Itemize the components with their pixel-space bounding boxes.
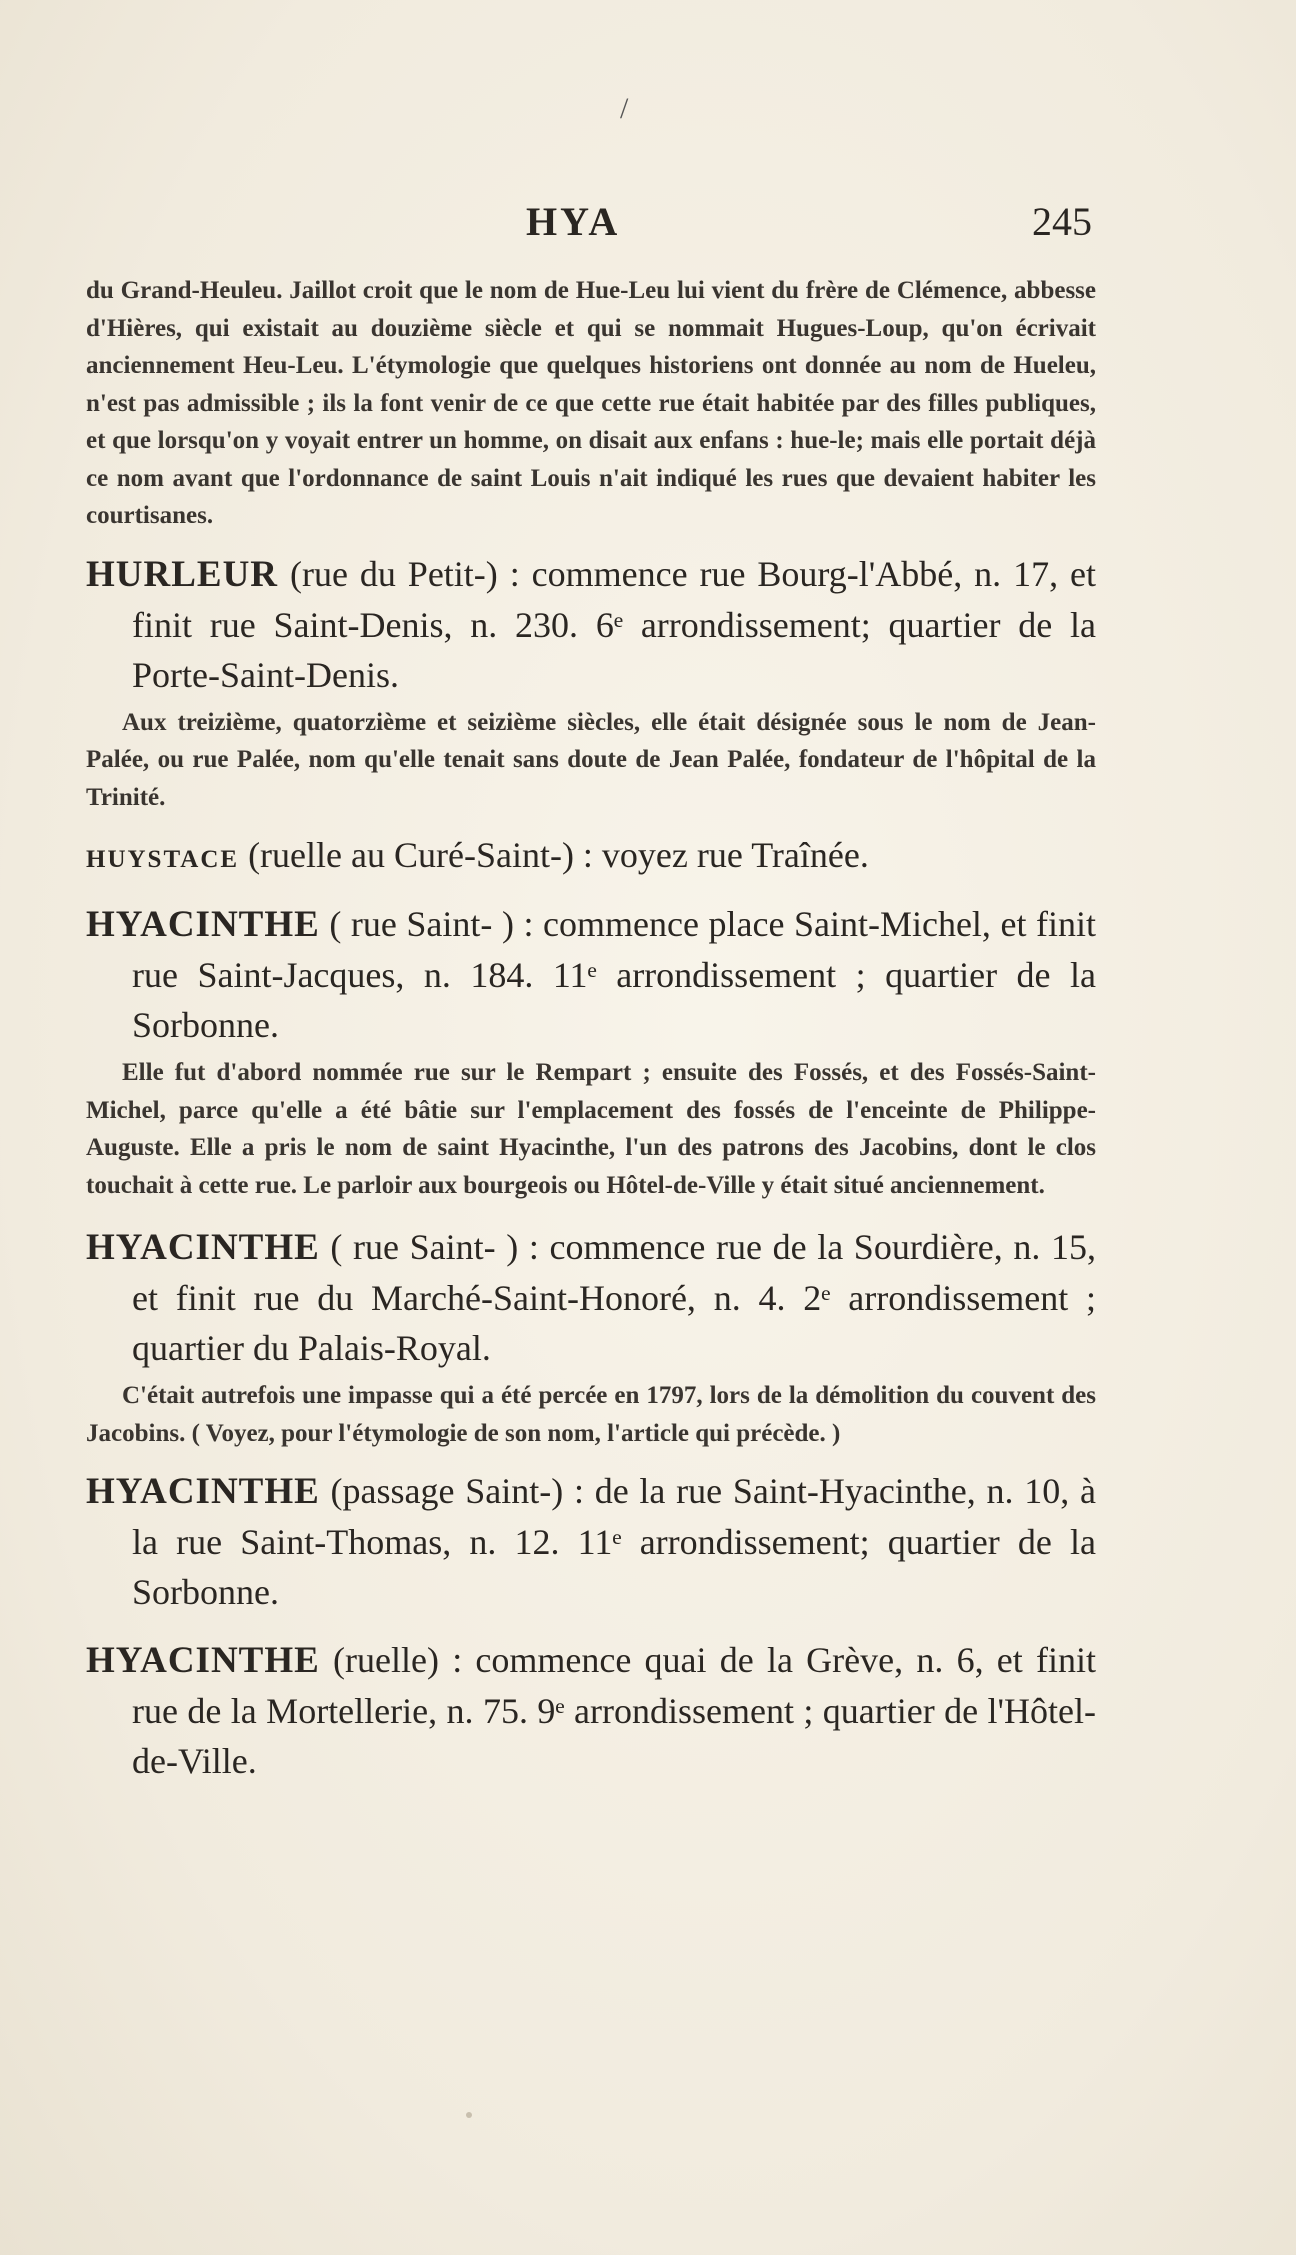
paper-speck xyxy=(466,2112,472,2118)
entry-headword: HUYSTACE xyxy=(86,846,240,873)
page-body xyxy=(86,272,1096,1786)
entry-headword: HYACINTHE xyxy=(86,1640,320,1681)
entry-note: Aux treizième, quatorzième et seizième siècles, elle était désignée sous le nom de Jean-Palée, ou rue Palée, nom qu'elle tenait sans doute de Jean Palée, fondateur de l'hôpital de la Trinité. xyxy=(86,708,1096,811)
running-head xyxy=(86,198,1092,258)
entry-headword: HYACINTHE xyxy=(86,904,320,945)
entry-note: C'était autrefois une impasse qui a été percée en 1797, lors de la démolition du couvent des Jacobins. ( Voyez, pour l'étymologie de son nom, l'article qui précède. ) xyxy=(86,1382,1096,1447)
entry-huystace xyxy=(86,830,1096,885)
entry-note: Elle fut d'abord nommée rue sur le Rempart ; ensuite des Fossés, et des Fossés-Saint-Michel, parce qu'elle a été bâtie sur l'emplacement des fossés de l'enceinte de Philippe-Auguste. Elle a pris le nom de saint Hyacinthe, l'un des patrons des Jacobins, dont le clos touchait à cette rue. Le parloir aux bourgeois ou Hôtel-de-Ville y était situé anciennement. xyxy=(86,1059,1096,1199)
entry-hyacinthe-passage xyxy=(86,1466,1096,1617)
entry-text: (passage Saint-) : de la rue Saint-Hyacinthe, n. 10, à la rue Saint-Thomas, n. 12. 11ᵉ arrondissement; quartier de la Sorbonne. xyxy=(132,1471,1096,1612)
entry-hyacinthe-rue-1 xyxy=(86,899,1096,1050)
entry-text: ( rue Saint- ) : commence rue de la Sourdière, n. 15, et finit rue du Marché-Saint-Honoré, n. 4. 2ᵉ arrondissement ; quartier du Palais-Royal. xyxy=(132,1227,1096,1368)
entry-hyacinthe-ruelle xyxy=(86,1635,1096,1786)
entry-hyacinthe-rue-2 xyxy=(86,1222,1096,1373)
running-title: HYA xyxy=(526,199,621,244)
entry-headword: HYACINTHE xyxy=(86,1227,320,1268)
top-mark: / xyxy=(620,92,629,125)
page-number: 245 xyxy=(1032,199,1092,244)
entry-hurleur xyxy=(86,549,1096,700)
entry-text: (ruelle au Curé-Saint-) : voyez rue Traînée. xyxy=(239,835,869,875)
intro-note: du Grand-Heuleu. Jaillot croit que le nom de Hue-Leu lui vient du frère de Clémence, abbesse d'Hières, qui existait au douzième siècle et qui se nommait Hugues-Loup, qu'on écrivait anciennement Heu-Leu. L'étymologie que quelques historiens ont donnée au nom de Hueleu, n'est pas admissible ; ils la font venir de ce que cette rue était habitée par des filles publiques, et que lorsqu'on y voyait entrer un homme, on disait aux enfans : hue-le; mais elle portait déjà ce nom avant que l'ordonnance de saint Louis n'ait indiqué les rues que devaient habiter les courtisanes. xyxy=(86,277,1096,529)
entry-text: (rue du Petit-) : commence rue Bourg-l'Abbé, n. 17, et finit rue Saint-Denis, n. 230. 6ᵉ arrondissement; quartier de la Porte-Saint-Denis. xyxy=(132,553,1096,695)
entry-text: (ruelle) : commence quai de la Grève, n. 6, et finit rue de la Mortellerie, n. 75. 9ᵉ arrondissement ; quartier de l'Hôtel-de-Ville. xyxy=(132,1640,1096,1781)
entry-text: ( rue Saint- ) : commence place Saint-Michel, et finit rue Saint-Jacques, n. 184. 11ᵉ arrondissement ; quartier de la Sorbonne. xyxy=(132,904,1096,1045)
entry-headword: HYACINTHE xyxy=(86,1471,320,1512)
entry-headword: HURLEUR xyxy=(86,553,279,595)
